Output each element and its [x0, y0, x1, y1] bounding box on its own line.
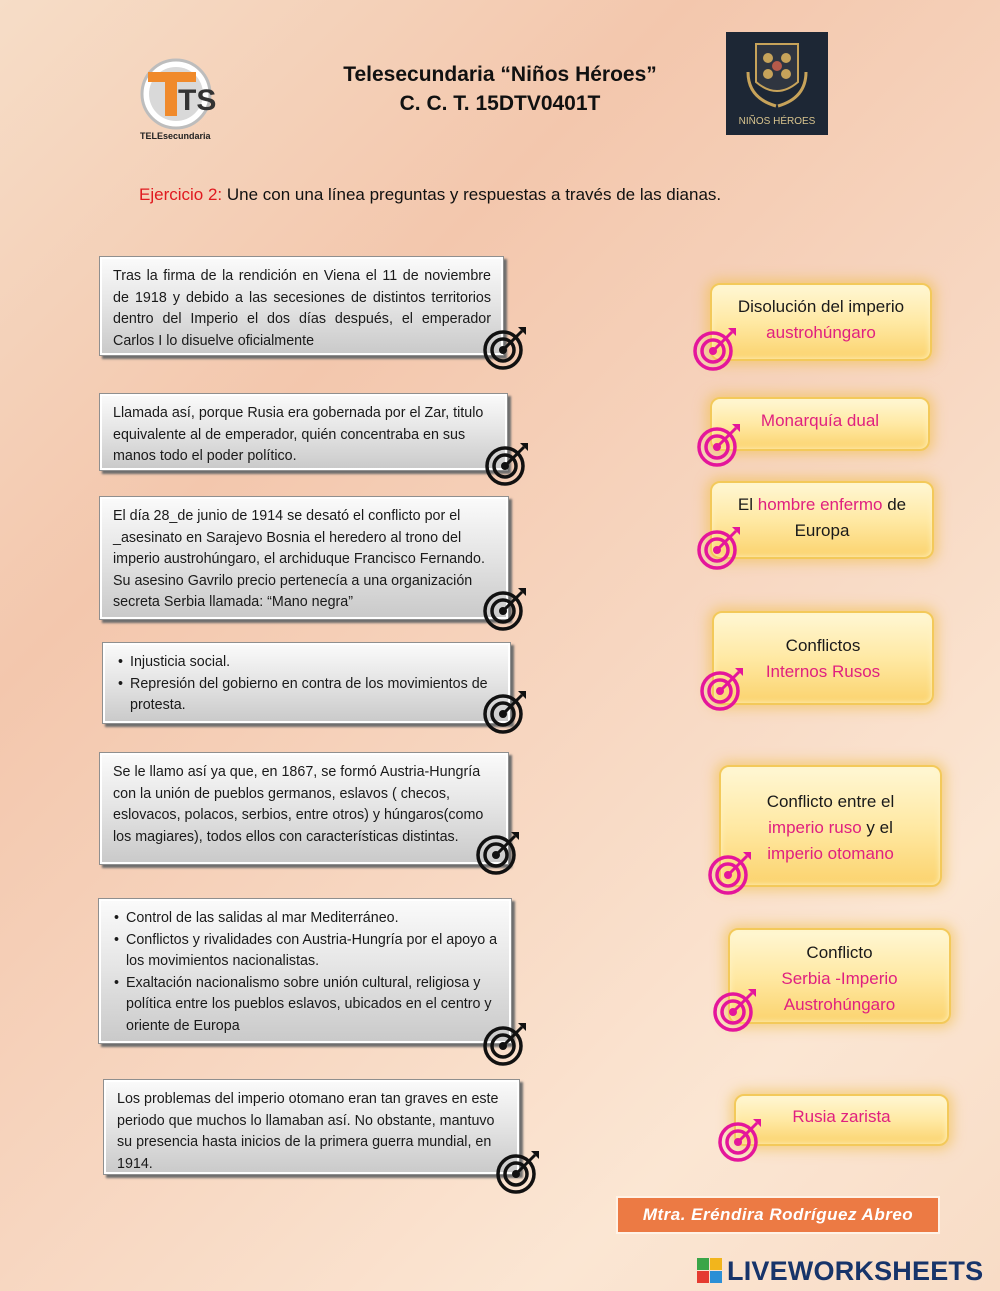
answer-3-after: de	[882, 495, 907, 514]
answer-3-line1	[712, 492, 932, 518]
school-header	[250, 60, 750, 118]
answer-target-7-icon[interactable]	[717, 1117, 763, 1163]
answer-1-line1: Disolución del imperio	[737, 297, 905, 316]
question-4-list	[116, 652, 498, 717]
answer-target-6-icon[interactable]	[712, 987, 758, 1033]
teacher-signature: Mtra. Eréndira Rodríguez Abreo	[616, 1196, 940, 1234]
list-item: • Exaltación nacionalismo sobre unión cultural, religiosa y política entre los pueblos eslavos, ubicados en el centro y oriente de Europa	[126, 973, 499, 1038]
answer-3-before: El	[737, 495, 758, 514]
ts-logo-caption: TELEsecundaria	[140, 131, 211, 141]
ninos-heroes-caption: NIÑOS HÉROES	[738, 116, 816, 127]
question-1-text: Tras la firma de la rendición en Viena el 11 de noviembre de 1918 y debido a las secesiones de distintos territorios dentro del Imperio el dos días después, el emperador Carlos I lo disuelve oficialmente	[113, 268, 491, 349]
exercise-text: Une con una línea preguntas y respuestas a través de las dianas.	[222, 185, 722, 204]
question-target-2-icon[interactable]	[484, 441, 530, 487]
liveworksheets-logo	[697, 1254, 983, 1288]
school-name: Telesecundaria “Niños Héroes”	[343, 63, 657, 86]
answer-1-line2: austrohúngaro	[766, 323, 876, 342]
list-item: • Represión del gobierno en contra de los movimientos de protesta.	[130, 674, 498, 717]
ts-logo-mark: TS	[178, 84, 217, 117]
question-target-1-icon[interactable]	[482, 325, 528, 371]
answer-box-7	[734, 1094, 949, 1146]
answer-5-after: y el	[861, 818, 893, 837]
telesecundaria-logo	[138, 58, 218, 142]
answer-5-highlight: imperio ruso	[768, 818, 862, 837]
answer-6-line3: Austrohúngaro	[783, 995, 896, 1014]
list-item: • Injusticia social.	[130, 652, 498, 674]
answer-3-line2: Europa	[794, 521, 850, 540]
answer-target-2-icon[interactable]	[696, 422, 742, 468]
answer-5-line1: Conflicto entre el	[766, 792, 895, 811]
list-item: • Control de las salidas al mar Mediterráneo.	[126, 908, 499, 930]
school-code: C. C. T. 15DTV0401T	[399, 92, 601, 115]
question-box-4	[102, 642, 511, 724]
answer-3-highlight: hombre enfermo	[757, 495, 883, 514]
exercise-instruction	[139, 185, 721, 205]
answer-6-line2: Serbia -Imperio	[781, 969, 898, 988]
question-target-3-icon[interactable]	[482, 586, 528, 632]
answer-box-6	[728, 928, 951, 1024]
question-7-text: Los problemas del imperio otomano eran tan graves en este periodo que muchos lo llamaban así. No obstante, mantuvo su presencia hasta inicios de la primera guerra mundial, en 1914.	[117, 1091, 499, 1172]
answer-box-4	[712, 611, 934, 705]
exercise-label: Ejercicio 2:	[139, 185, 223, 204]
question-box-6	[98, 898, 512, 1044]
question-box-3	[99, 496, 509, 620]
list-item: • Conflictos y rivalidades con Austria-Hungría por el apoyo a los movimientos nacionalistas.	[126, 930, 499, 973]
answer-target-3-icon[interactable]	[696, 525, 742, 571]
question-box-7	[103, 1079, 520, 1175]
answer-6-line1: Conflicto	[806, 943, 873, 962]
answer-7-text: Rusia zarista	[792, 1107, 891, 1126]
answer-4-line2: Internos Rusos	[765, 662, 881, 681]
answer-target-1-icon[interactable]	[692, 326, 738, 372]
liveworksheets-text: LIVEWORKSHEETS	[727, 1255, 984, 1286]
question-box-1	[99, 256, 504, 356]
liveworksheets-badge-icon	[697, 1258, 723, 1284]
question-5-text: Se le llamo así ya que, en 1867, se formó Austria-Hungría con la unión de pueblos germanos, eslavos ( checos, eslovacos, polacos, serbios, entre otros) y húngaros(como los magiares), todos ellos con características distintas.	[113, 764, 484, 845]
answer-target-5-icon[interactable]	[707, 850, 753, 896]
answer-target-4-icon[interactable]	[699, 666, 745, 712]
question-6-list	[112, 908, 499, 1037]
answer-5-line3: imperio otomano	[767, 844, 894, 863]
question-target-4-icon[interactable]	[482, 689, 528, 735]
question-box-2	[99, 393, 508, 471]
question-target-5-icon[interactable]	[475, 830, 521, 876]
question-box-5	[99, 752, 509, 865]
answer-2-text: Monarquía dual	[760, 411, 880, 430]
question-3-text: El día 28_de junio de 1914 se desató el conflicto por el _asesinato en Sarajevo Bosnia el heredero al trono del imperio austrohúngaro, el archiduque Francisco Fernando. Su asesino Gavrilo precio pertenecía a una organización secreta Serbia llamada: “Mano negra”	[113, 508, 485, 610]
question-2-text: Llamada así, porque Rusia era gobernada por el Zar, titulo equivalente al de emperador, quién concentraba en sus manos todo el poder político.	[113, 405, 484, 464]
answer-5-line2	[721, 815, 940, 841]
answer-4-line1: Conflictos	[785, 636, 861, 655]
question-target-7-icon[interactable]	[495, 1149, 541, 1195]
answer-box-1	[710, 283, 932, 361]
answer-box-3	[710, 481, 934, 559]
question-target-6-icon[interactable]	[482, 1021, 528, 1067]
answer-box-2	[710, 397, 930, 451]
